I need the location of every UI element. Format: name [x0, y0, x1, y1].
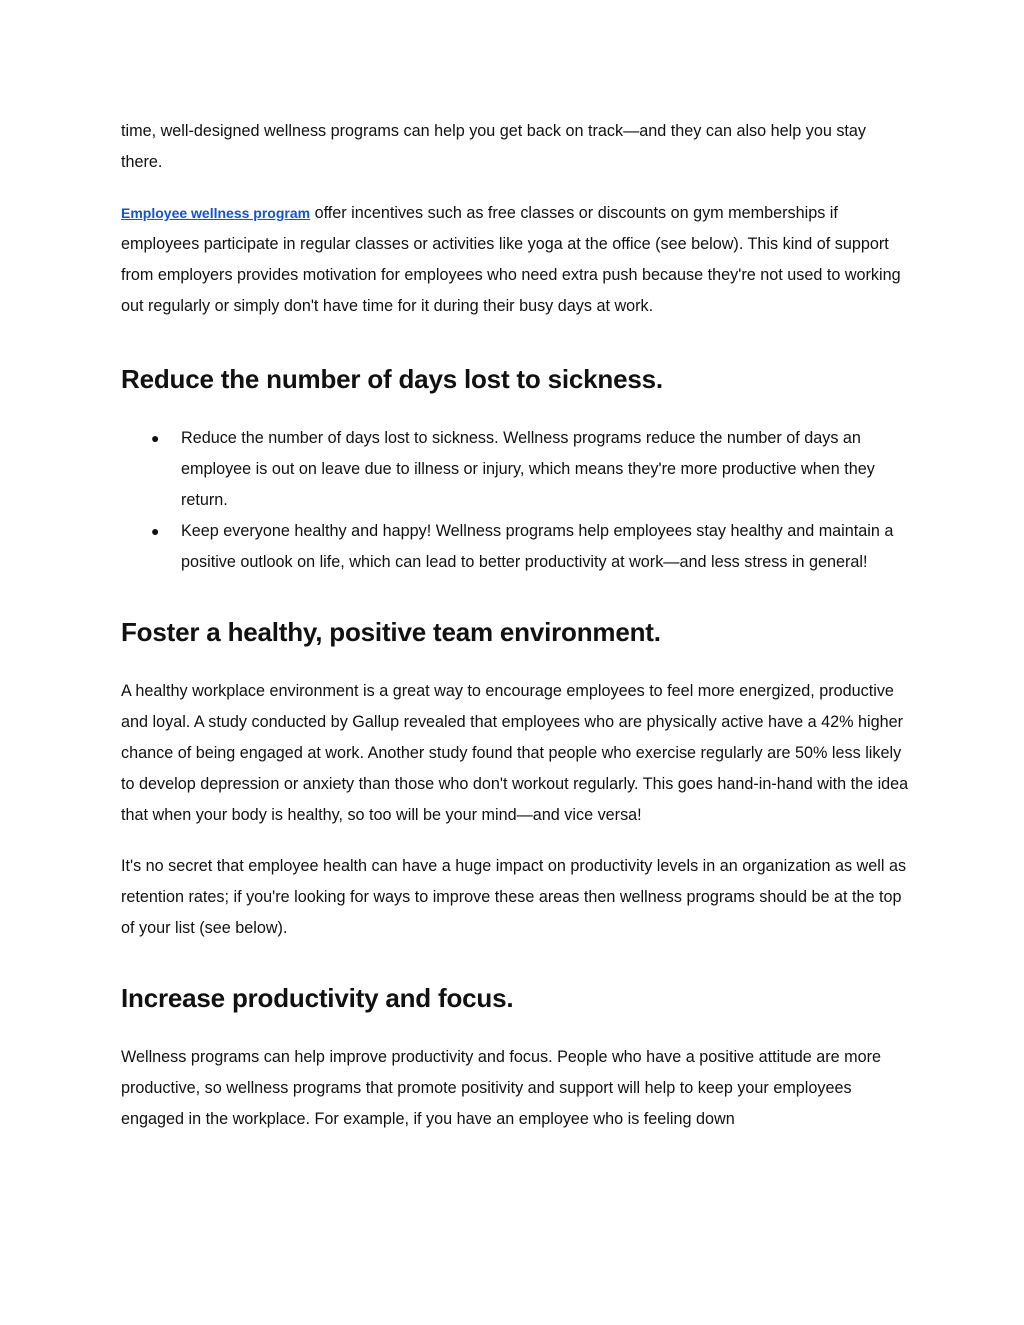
list-item-text: Reduce the number of days lost to sickness. Wellness programs reduce the number of days an employee is out on leave due to illness or injury, which means they're more productive when they return. [181, 429, 875, 509]
bullet-icon: ● [151, 523, 160, 539]
employee-wellness-program-link[interactable]: Employee wellness program [121, 205, 311, 221]
list-item-text: Keep everyone healthy and happy! Wellness programs help employees stay healthy and maintain a positive outlook on life, which can lead to better productivity at work—and less stress in general! [181, 522, 894, 571]
team-environment-paragraph-1: A healthy workplace environment is a great way to encourage employees to feel more energized, productive and loyal. A study conducted by Gallup revealed that employees who are physically active have a 42% higher chance of being engaged at work. Another study found that people who exercise regularly are 50% less likely to develop depression or anxiety than those who don't workout regularly. This goes hand-in-hand with the idea that when your body is healthy, so too will be your mind—and vice versa! [121, 682, 909, 824]
wellness-program-paragraph-text: offer incentives such as free classes or discounts on gym memberships if employees participate in regular classes or activities like yoga at the office (see below). This kind of support from employers provides motivation for employees who need extra push because they're not used to working out regularly or simply don't have time for it during their busy days at work. [121, 204, 901, 315]
wellness-program-paragraph [121, 198, 911, 322]
team-environment-paragraph-2: It's no secret that employee health can have a huge impact on productivity levels in an organization as well as retention rates; if you're looking for ways to improve these areas then wellness programs should be at the top of your list (see below). [121, 857, 907, 937]
list-item [121, 423, 911, 516]
section-heading-sickness: Reduce the number of days lost to sickness. [121, 364, 663, 394]
bullet-icon: ● [151, 430, 160, 446]
productivity-paragraph: Wellness programs can help improve productivity and focus. People who have a positive attitude are more productive, so wellness programs that promote positivity and support will help to keep your employees engaged in the workplace. For example, if you have an employee who is feeling down [121, 1048, 882, 1128]
intro-continuation-paragraph: time, well-designed wellness programs can help you get back on track—and they can also help you stay there. [121, 122, 867, 171]
list-item [121, 516, 911, 578]
section-heading-productivity: Increase productivity and focus. [121, 983, 514, 1013]
section-heading-team-environment: Foster a healthy, positive team environment. [121, 617, 661, 647]
sickness-bullet-list [121, 423, 911, 578]
document-page [121, 116, 911, 1135]
